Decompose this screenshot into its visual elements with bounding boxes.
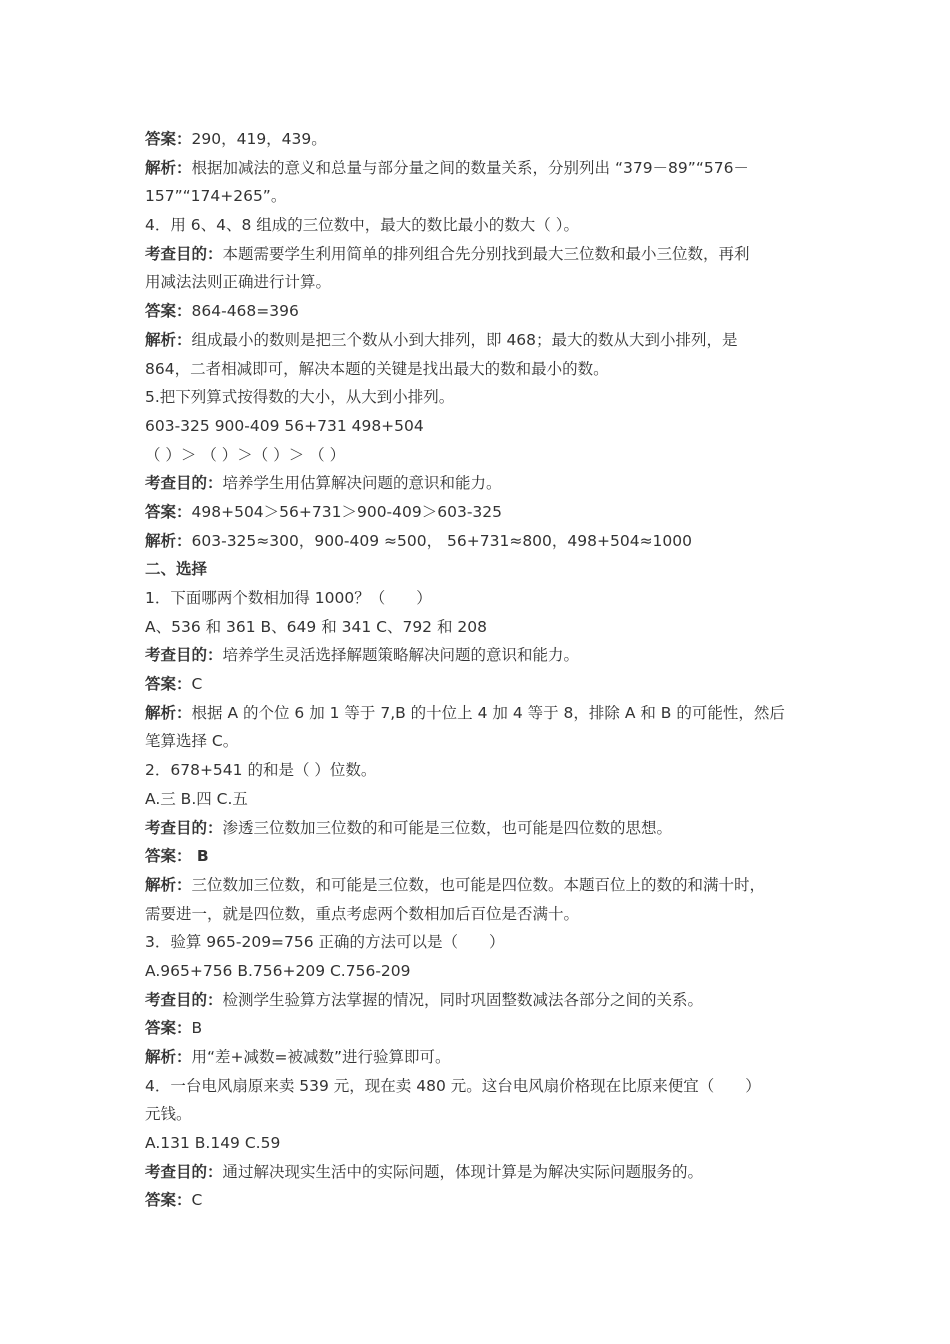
question-line: [145, 211, 815, 240]
analysis-text: 根据 A 的个位 6 加 1 等于 7,B 的十位上 4 加 4 等于 8，排除 A 和 B 的可能性，然后: [191, 703, 785, 722]
purpose-text: 培养学生灵活选择解题策略解决问题的意识和能力。: [222, 646, 580, 665]
purpose-line: [145, 1158, 815, 1187]
analysis-text: 三位数加三位数，和可能是三位数，也可能是四位数。本题百位上的数的和满十时，: [191, 875, 766, 894]
continuation-line: [145, 355, 815, 384]
options-line: [145, 785, 815, 814]
answer-line: [145, 1014, 815, 1043]
question-line: [145, 383, 815, 412]
analysis-line: [145, 699, 815, 728]
analysis-label: 解析：: [145, 875, 192, 894]
answer-text: B: [191, 1019, 203, 1038]
purpose-label: 考查目的：: [145, 474, 223, 493]
continuation-text: 笔算选择 C。: [145, 732, 239, 751]
purpose-line: [145, 814, 815, 843]
answer-label: 答案：: [145, 847, 197, 866]
purpose-text: 检测学生验算方法掌握的情况，同时巩固整数减法各部分之间的关系。: [222, 990, 704, 1009]
answer-text: B: [196, 847, 209, 866]
section-heading-label: 二、选择: [145, 560, 208, 579]
continuation-text: 864，二者相减即可，解决本题的关键是找出最大的数和最小的数。: [145, 359, 609, 378]
purpose-line: [145, 240, 815, 269]
options-text: A.131 B.149 C.59: [145, 1134, 281, 1153]
answer-label: 答案：: [145, 502, 192, 521]
answer-line: [145, 498, 815, 527]
blanks-line: [145, 441, 815, 470]
document-page: [145, 125, 815, 1215]
analysis-line: [145, 1043, 815, 1072]
analysis-line: [145, 154, 815, 183]
blanks-text: （ ）＞ （ ）＞（ ）＞ （ ）: [145, 445, 346, 464]
analysis-line: [145, 326, 815, 355]
answer-text: 498+504＞56+731＞900-409＞603-325: [191, 502, 502, 521]
answer-line: [145, 125, 815, 154]
continuation-line: [145, 900, 815, 929]
question-line: [145, 756, 815, 785]
continuation-line: [145, 182, 815, 211]
analysis-label: 解析：: [145, 330, 192, 349]
question-text: 3．验算 965-209=756 正确的方法可以是（ ）: [145, 933, 505, 952]
purpose-label: 考查目的：: [145, 818, 223, 837]
answer-text: 290，419，439。: [191, 130, 327, 148]
question-text: 1．下面哪两个数相加得 1000？（ ）: [145, 589, 432, 607]
purpose-text: 渗透三位数加三位数的和可能是三位数，也可能是四位数的思想。: [222, 818, 673, 837]
options-line: [145, 957, 815, 986]
continuation-line: [145, 727, 815, 756]
section-heading: [145, 555, 815, 584]
analysis-label: 解析：: [145, 1048, 192, 1066]
expressions-text: 603-325 900-409 56+731 498+504: [145, 416, 424, 435]
answer-label: 答案：: [145, 1019, 192, 1038]
question-text: 4．用 6、4、8 组成的三位数中，最大的数比最小的数大（ ）。: [145, 216, 579, 235]
question-text: 5.把下列算式按得数的大小，从大到小排列。: [145, 388, 455, 407]
answer-line: [145, 670, 815, 699]
analysis-text: 603-325≈300，900-409 ≈500， 56+731≈800，498+504≈1000: [191, 531, 692, 550]
answer-text: C: [191, 675, 203, 694]
answer-label: 答案：: [145, 302, 192, 321]
options-text: A.965+756 B.756+209 C.756-209: [145, 961, 411, 980]
options-text: A.三 B.四 C.五: [145, 789, 248, 808]
analysis-label: 解析：: [145, 531, 192, 550]
options-line: [145, 613, 815, 642]
purpose-label: 考查目的：: [145, 244, 223, 263]
analysis-line: [145, 527, 815, 556]
purpose-label: 考查目的：: [145, 646, 223, 665]
question-line: [145, 928, 815, 957]
answer-line: [145, 297, 815, 326]
purpose-line: [145, 986, 815, 1015]
purpose-text: 本题需要学生利用简单的排列组合先分别找到最大三位数和最小三位数，再利: [222, 244, 750, 263]
continuation-text: 用减法法则正确进行计算。: [145, 273, 332, 292]
analysis-text: 用“差+减数=被减数”进行验算即可。: [191, 1048, 451, 1066]
answer-text: 864-468=396: [191, 302, 299, 321]
analysis-label: 解析：: [145, 703, 192, 722]
purpose-line: [145, 469, 815, 498]
question-line: [145, 1072, 815, 1101]
analysis-line: [145, 871, 815, 900]
question-line: [145, 584, 815, 613]
options-text: A、536 和 361 B、649 和 341 C、792 和 208: [145, 617, 487, 636]
purpose-text: 培养学生用估算解决问题的意识和能力。: [222, 474, 502, 493]
expressions-line: [145, 412, 815, 441]
answer-line: [145, 1186, 815, 1215]
answer-line: [145, 842, 815, 871]
answer-label: 答案：: [145, 675, 192, 694]
continuation-line: [145, 268, 815, 297]
continuation-text: 元钱。: [145, 1105, 192, 1124]
continuation-text: 157”“174+265”。: [145, 187, 287, 206]
answer-label: 答案：: [145, 1191, 192, 1210]
purpose-line: [145, 641, 815, 670]
answer-text: C: [191, 1191, 203, 1210]
analysis-text: 组成最小的数则是把三个数从小到大排列，即 468；最大的数从大到小排列，是: [191, 330, 738, 349]
continuation-text: 需要进一，就是四位数，重点考虑两个数相加后百位是否满十。: [145, 904, 580, 923]
answer-label: 答案：: [145, 130, 192, 148]
purpose-label: 考查目的：: [145, 990, 223, 1009]
continuation-line: [145, 1100, 815, 1129]
purpose-text: 通过解决现实生活中的实际问题，体现计算是为解决实际问题服务的。: [222, 1162, 704, 1181]
options-line: [145, 1129, 815, 1158]
question-text: 4．一台电风扇原来卖 539 元，现在卖 480 元。这台电风扇价格现在比原来便宜（ ）: [145, 1076, 761, 1095]
question-text: 2．678+541 的和是（ ）位数。: [145, 761, 377, 780]
purpose-label: 考查目的：: [145, 1162, 223, 1181]
analysis-text: 根据加减法的意义和总量与部分量之间的数量关系，分别列出 “379－89”“576－: [191, 158, 749, 177]
analysis-label: 解析：: [145, 158, 192, 177]
